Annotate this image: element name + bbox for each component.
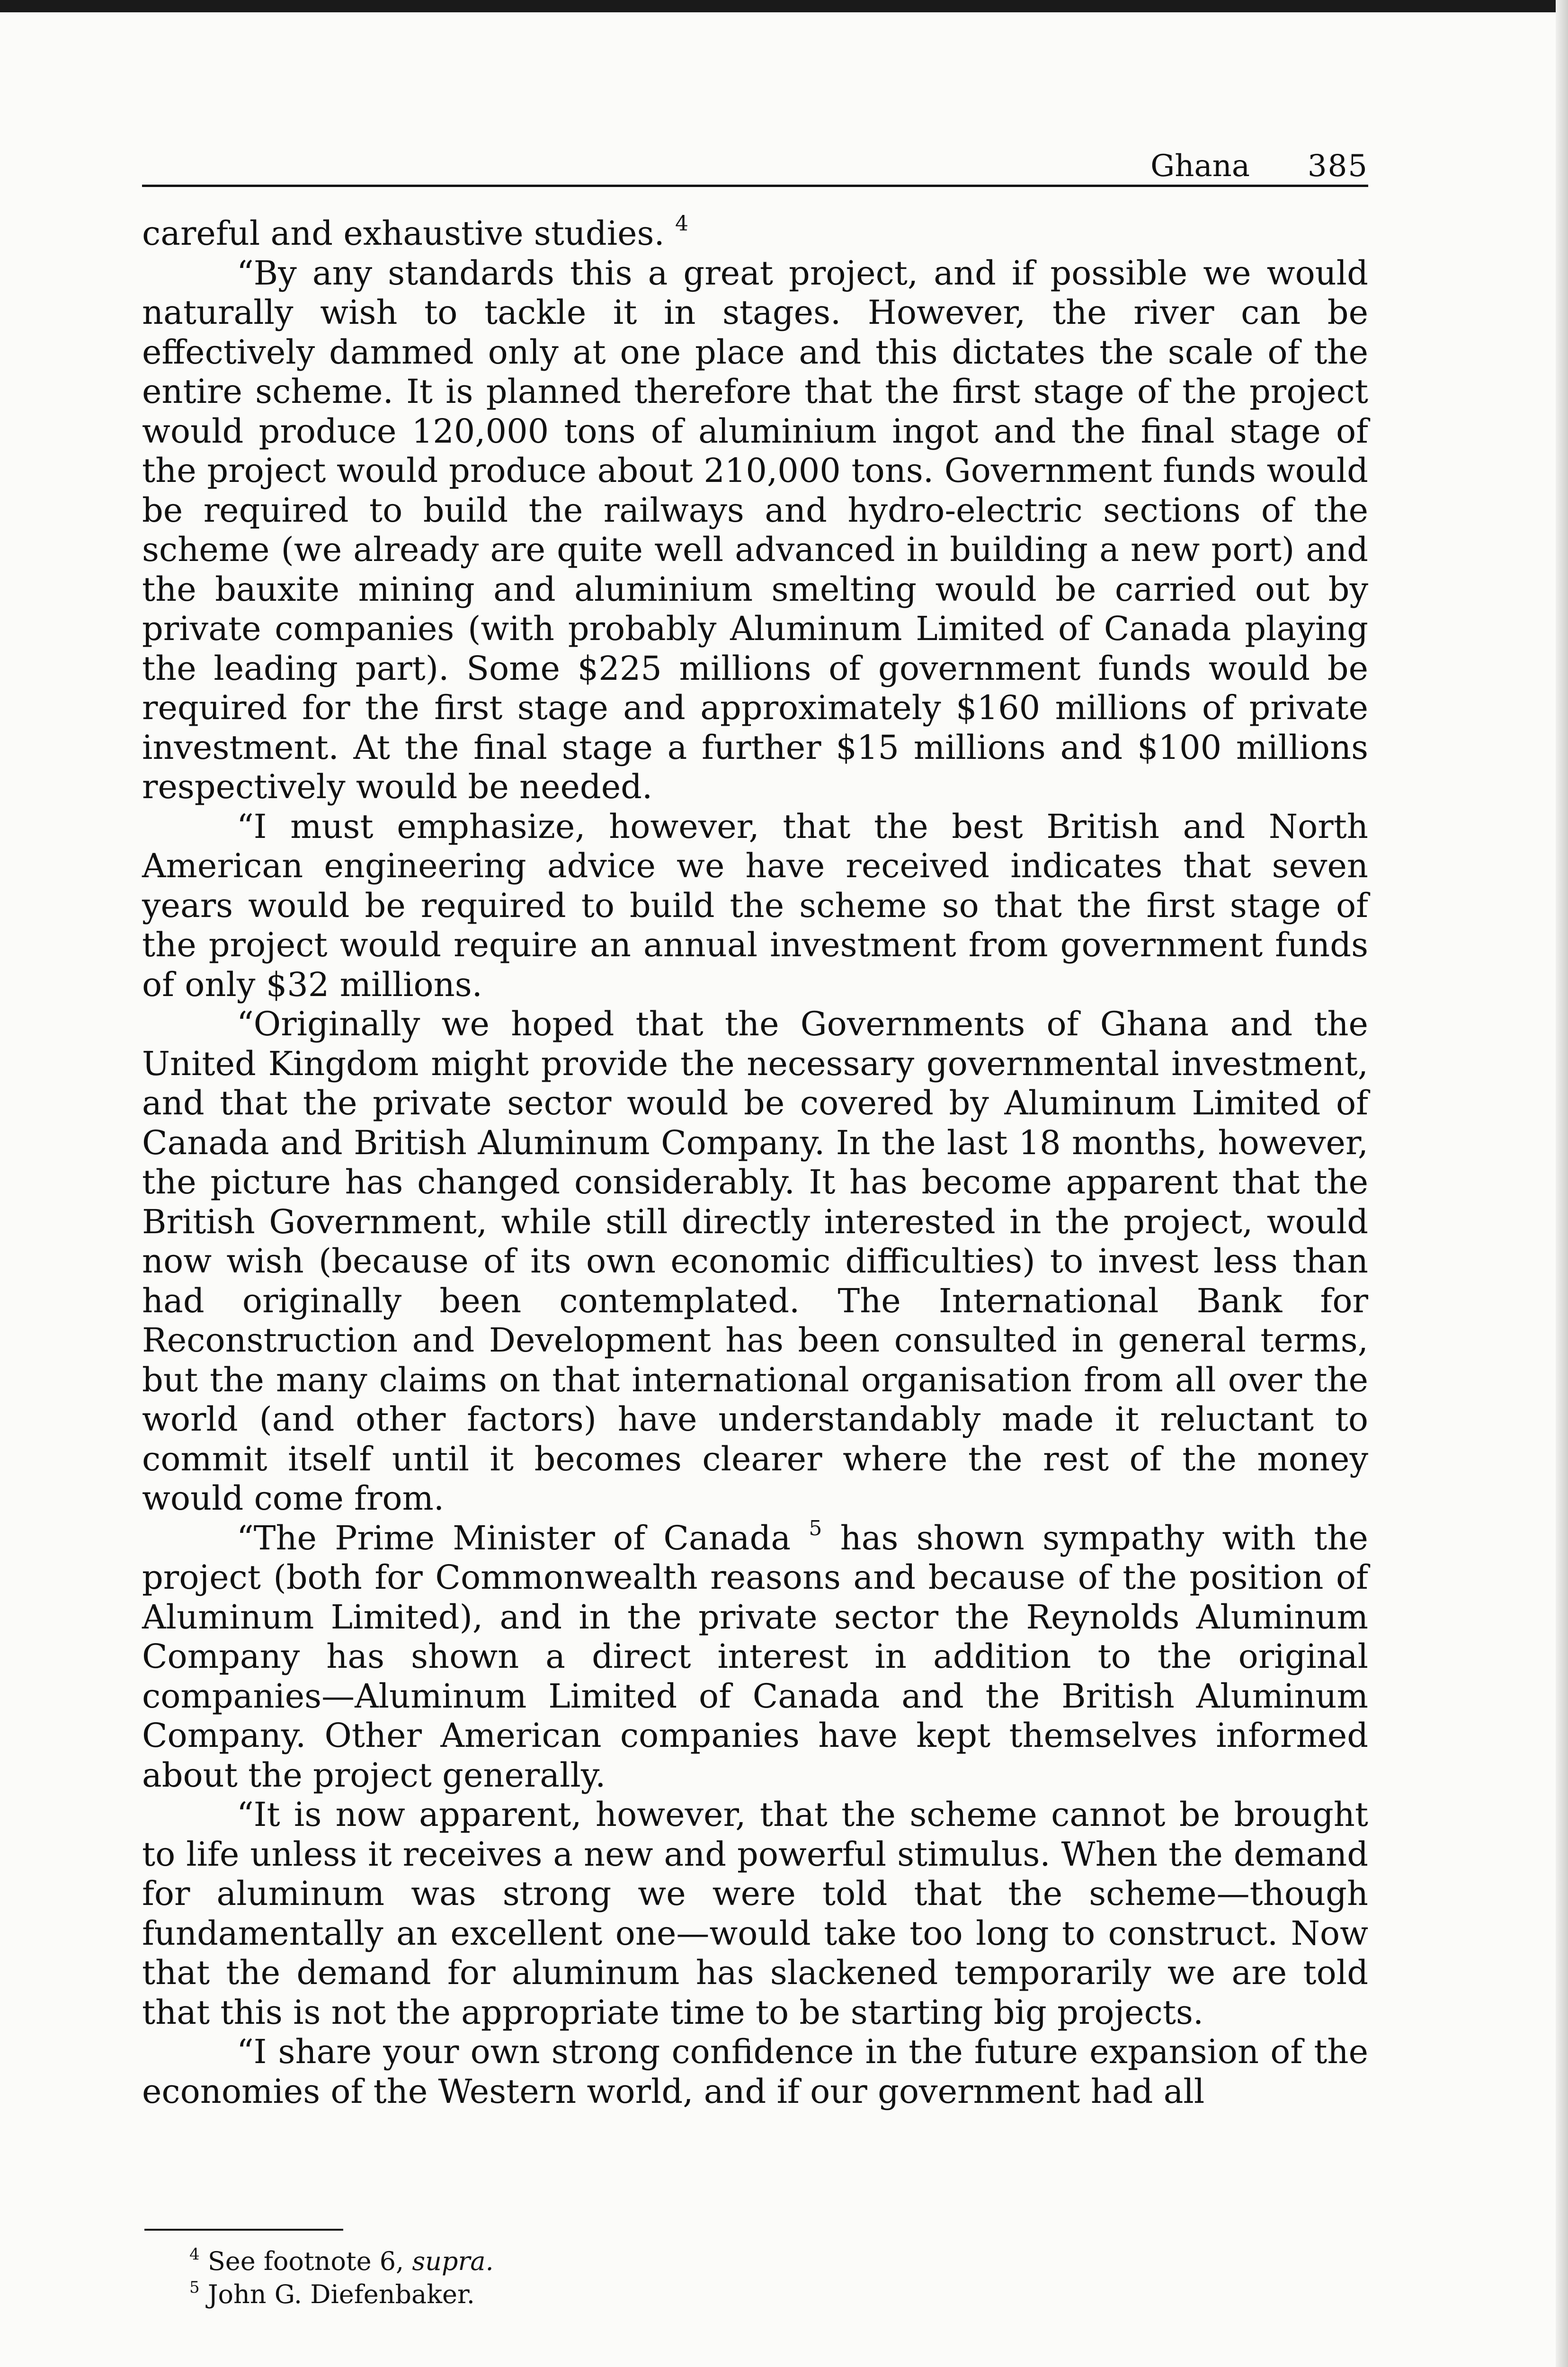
paragraph-1-text: careful and exhaustive studies. [142,214,665,253]
footnote-4 [189,2245,1326,2278]
paragraph-6: “It is now apparent, however, that the scheme cannot be brought to life unless it receives a new and powerful stimulus. When the demand for aluminum was strong we were told that the scheme—though fundamentally an excellent one—would take too long to construct. Now that the demand for aluminum has slackened temporarily we are told that this is not the appropriate time to be starting big projects. [142,1795,1368,2032]
page-number: 385 [1307,149,1368,184]
paragraph-5 [142,1516,1368,1796]
paragraph-5-text-a: “The Prime Minister of Canada [237,1518,791,1557]
footnotes [189,2245,1326,2311]
footnote-ref-5: 5 [809,1516,822,1540]
scan-right-edge [1556,0,1568,2367]
footnote-5-number: 5 [189,2278,200,2297]
paragraph-2: “By any standards this a great project, and if possible we would naturally wish to tackle it in stages. However, the river can be effectively dammed only at one place and this dictates the scale of the entire scheme. It is planned therefore that the first stage of the project would produce 120,000 tons of aluminium ingot and the final stage of the project would produce about 210,000 tons. Government funds would be required to build the railways and hydro-electric sections of the scheme (we already are quite well advanced in building a new port) and the bauxite mining and aluminium smelting would be carried out by private companies (with probably Aluminum Limited of Canada playing the leading part). Some $225 millions of government funds would be required for the first stage and approximately $160 millions of private investment. At the final stage a further $15 millions and $100 millions respectively would be needed. [142,253,1368,806]
footnote-divider [144,2229,343,2231]
footnote-5-text: John G. Diefenbaker. [207,2279,475,2309]
paragraph-1 [142,214,1368,254]
footnote-4-number: 4 [189,2245,200,2264]
running-head [142,137,1368,187]
body-text [142,214,1368,2111]
footnote-5 [189,2278,1326,2311]
running-head-title: Ghana [1150,149,1250,184]
paragraph-7: “I share your own strong confidence in the future expansion of the economies of the Western world, and if our government had all [142,2032,1368,2111]
footnote-4-text: See footnote 6, [207,2246,412,2276]
footnote-ref-4: 4 [675,212,688,236]
footnote-4-emphasis: supra. [412,2246,494,2276]
scan-top-edge [0,0,1568,12]
paragraph-4: “Originally we hoped that the Governments of Ghana and the United Kingdom might provide the necessary governmental investment, and that the private sector would be covered by Aluminum Limited of Canada and British Aluminum Company. In the last 18 months, however, the picture has changed considerably. It has become apparent that the British Government, while still directly interested in the project, would now wish (because of its own economic difficulties) to invest less than had originally been contemplated. The International Bank for Reconstruction and Development has been consulted in general terms, but the many claims on that international organisation from all over the world (and other factors) have understandably made it reluctant to commit itself until it becomes clearer where the rest of the money would come from. [142,1005,1368,1518]
paragraph-3: “I must emphasize, however, that the best British and North American engineering advice we have received indicates that seven years would be required to build the scheme so that the first stage of the project would require an annual investment from government funds of only $32 millions. [142,807,1368,1004]
paragraph-5-text-b: has shown sympathy with the project (both for Commonwealth reasons and because of the position of Aluminum Limited), and in the private sector the Reynolds Aluminum Company has shown a direct interest in addition to the original companies—Aluminum Limited of Canada and the British Aluminum Company. Other American companies have kept themselves informed about the project generally. [142,1518,1368,1795]
